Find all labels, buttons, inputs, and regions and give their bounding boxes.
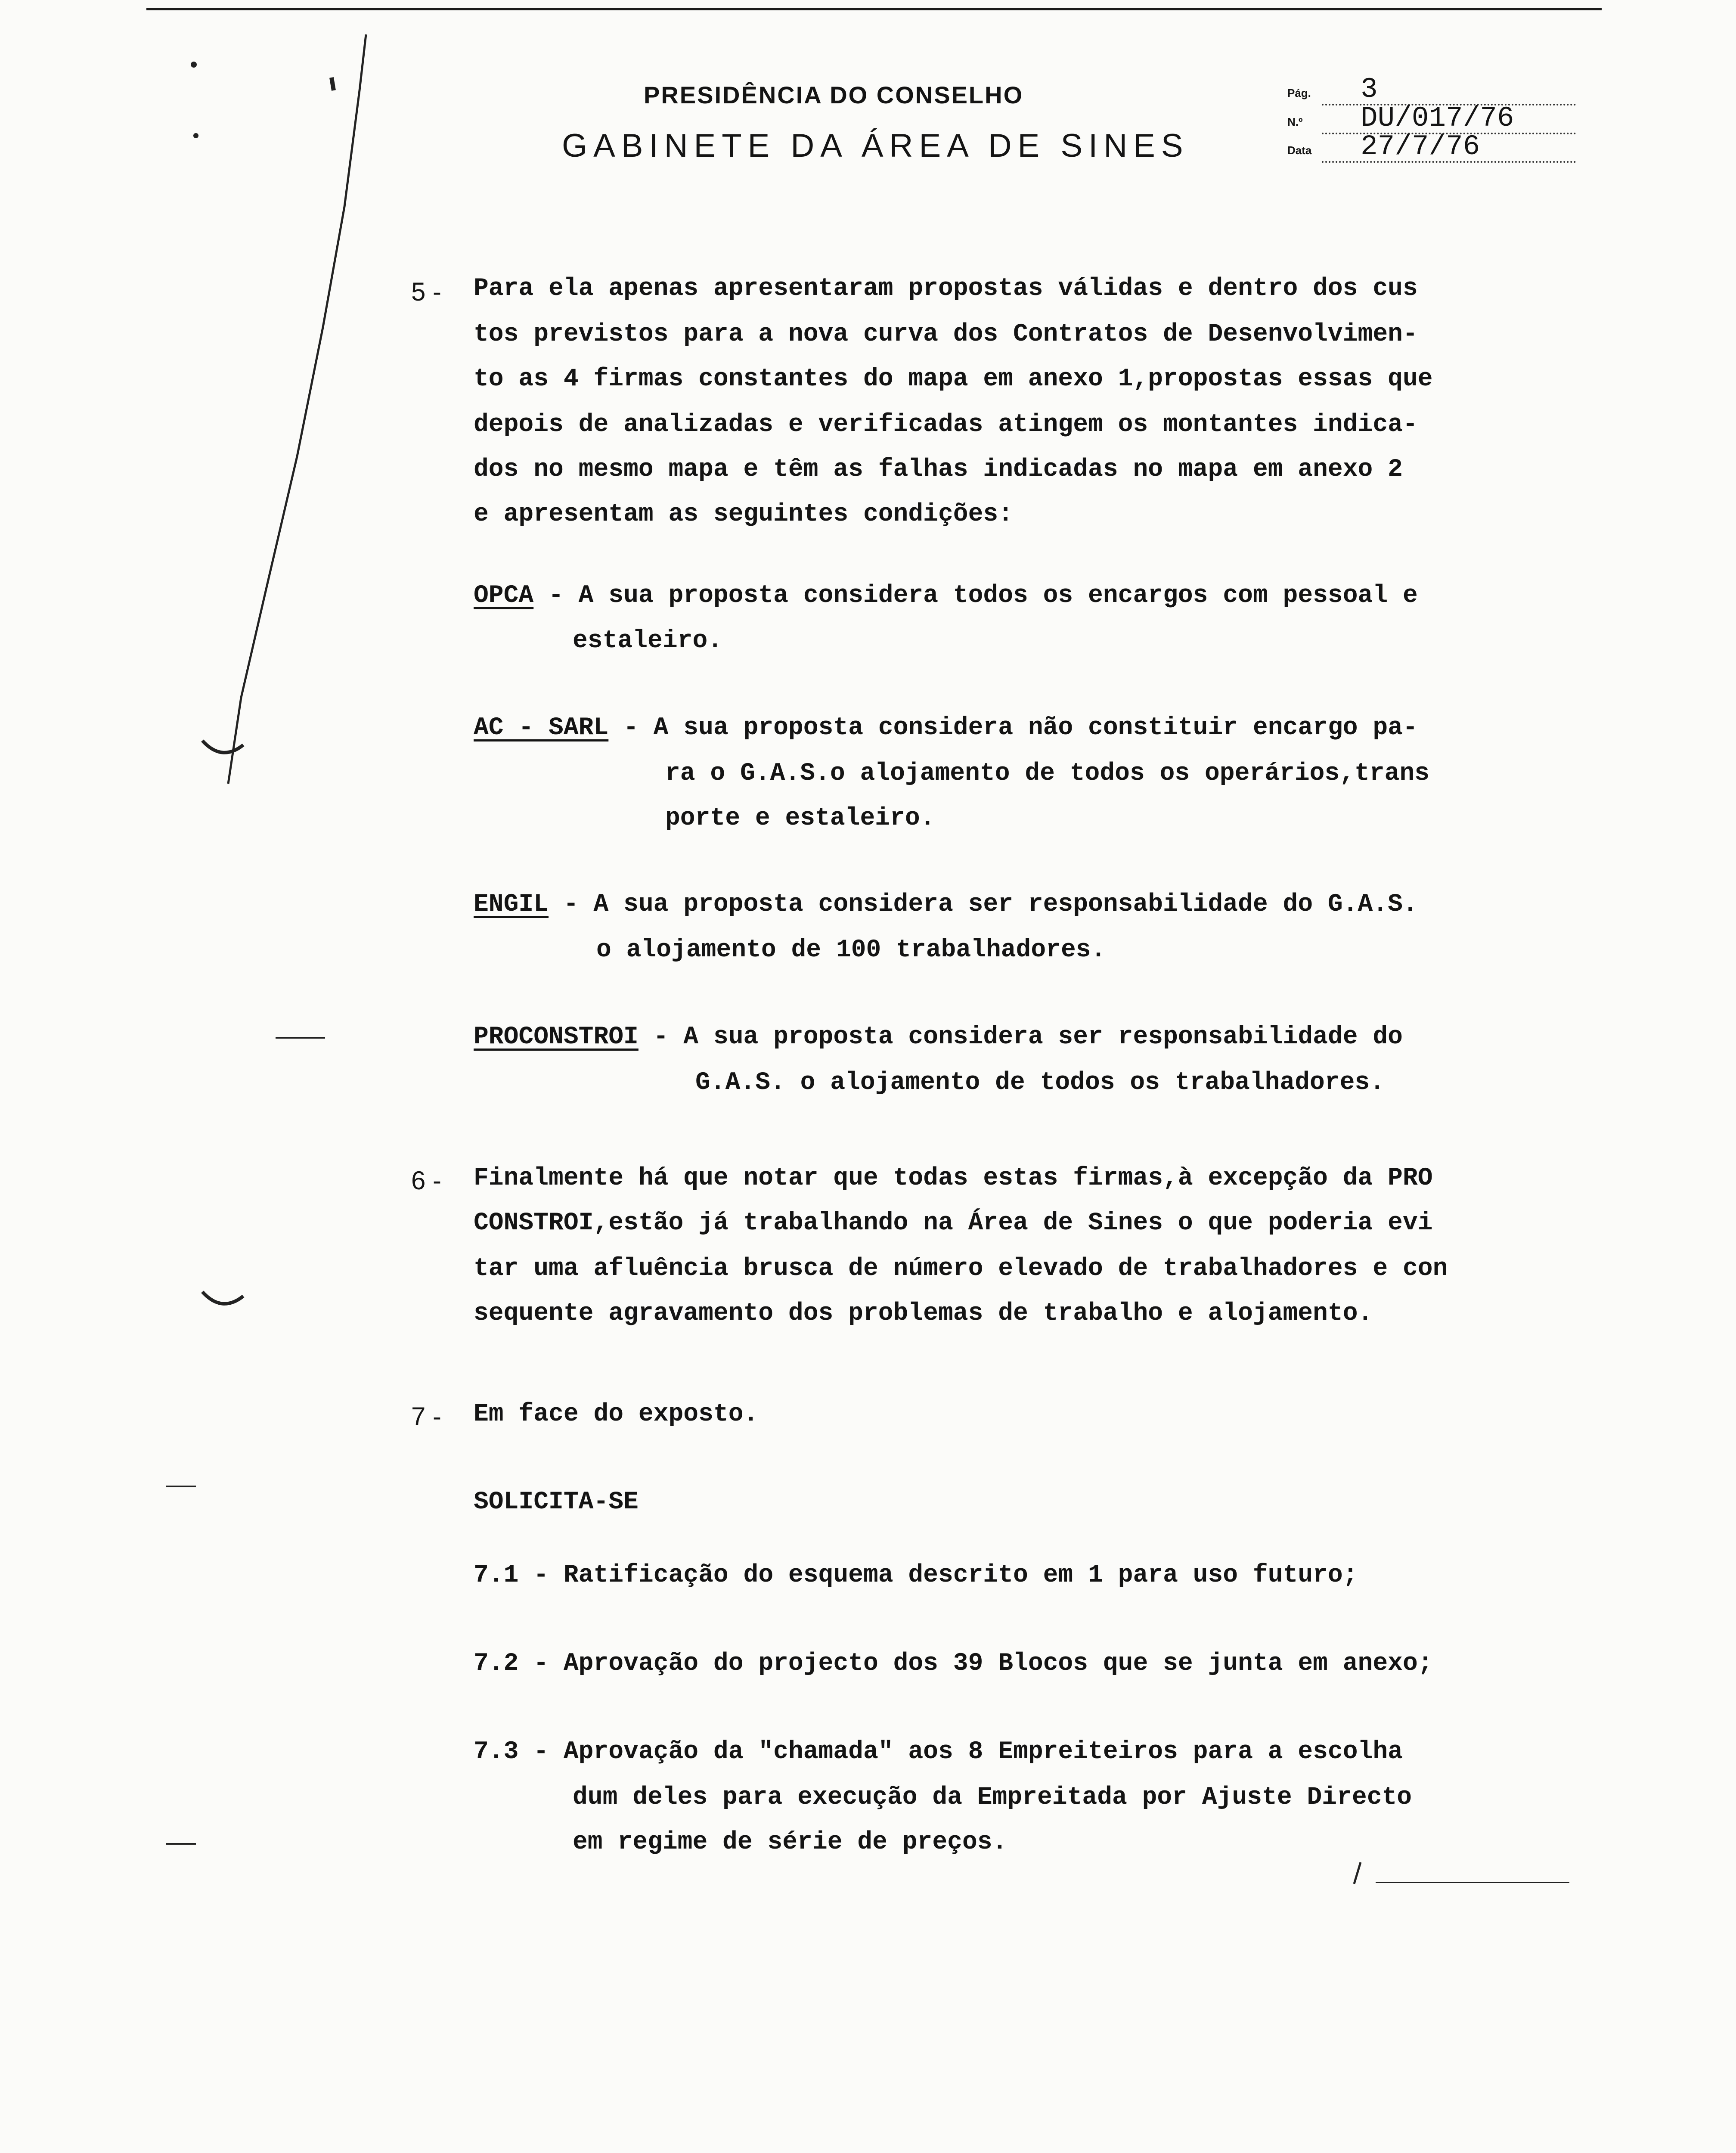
item-7-1: 7.1 - Ratificação do esquema descrito em 1 para uso futuro;	[474, 1561, 1358, 1589]
firm-opca-row: OPCA - A sua proposta considera todos os encargos com pessoal e	[474, 582, 1418, 610]
signature-dash-line	[1376, 1882, 1569, 1883]
page-number: 3	[1322, 75, 1576, 105]
firm-engil-row: ENGIL - A sua proposta considera ser responsabilidade do G.A.S.	[474, 890, 1418, 918]
check-mark-1	[200, 736, 248, 762]
top-rule	[146, 8, 1602, 10]
firm-opca-line2: estaleiro.	[573, 627, 723, 655]
firm-proconstroi-row: PROCONSTROI - A sua proposta considera ser responsabilidade do	[474, 1023, 1403, 1051]
item-7-2: 7.2 - Aprovação do projecto dos 39 Blocos que se junta em anexo;	[474, 1650, 1433, 1678]
firm-proconstroi-line2: G.A.S. o alojamento de todos os trabalhadores.	[695, 1069, 1385, 1097]
item-7-3-line2: dum deles para execução da Empreitada por Ajuste Directo	[573, 1784, 1412, 1812]
section-6-line: tar uma afluência brusca de número elevado de trabalhadores e con	[474, 1255, 1448, 1283]
section-5-line: dos no mesmo mapa e têm as falhas indicadas no mapa em anexo 2	[474, 456, 1403, 484]
firm-name-engil: ENGIL	[474, 890, 549, 918]
document-number: DU/017/76	[1322, 104, 1576, 134]
section-6-number: 6 -	[411, 1166, 442, 1195]
firm-name-proconstroi: PROCONSTROI	[474, 1023, 639, 1051]
header-title: PRESIDÊNCIA DO CONSELHO	[644, 81, 1024, 109]
margin-dash-3	[166, 1843, 196, 1845]
margin-dash-2	[166, 1486, 196, 1487]
section-5-line: Para ela apenas apresentaram propostas válidas e dentro dos cus	[474, 275, 1418, 303]
item-7-3: 7.3 - Aprovação da "chamada" aos 8 Empreiteiros para a escolha	[474, 1738, 1403, 1766]
margin-pen-stroke	[142, 26, 383, 792]
section-5-line: e apresentam as seguintes condições:	[474, 500, 1014, 528]
section-6-line: CONSTROI,estão já trabalhando na Área de Sines o que poderia evi	[474, 1209, 1433, 1237]
page-number-field: Pág. 3	[1287, 75, 1576, 105]
firm-name-opca: OPCA	[474, 582, 534, 610]
firm-engil-line2: o alojamento de 100 trabalhadores.	[596, 936, 1106, 964]
document-date: 27/7/76	[1322, 133, 1576, 163]
margin-dash-1	[276, 1037, 325, 1039]
firm-ac-sarl-line3: porte e estaleiro.	[665, 804, 935, 832]
section-7-number: 7 -	[411, 1402, 442, 1431]
signature-stroke	[1348, 1860, 1365, 1886]
header-subtitle: GABINETE DA ÁREA DE SINES	[562, 127, 1189, 164]
section-5-line: depois de analizadas e verificadas atingem os montantes indica-	[474, 411, 1418, 439]
section-6-line: sequente agravamento dos problemas de trabalho e alojamento.	[474, 1300, 1373, 1328]
check-mark-2	[200, 1287, 248, 1313]
request-heading: SOLICITA-SE	[474, 1488, 639, 1516]
firm-name-ac-sarl: AC - SARL	[474, 714, 609, 742]
date-field: Data 27/7/76	[1287, 133, 1576, 163]
section-5-line: tos previstos para a nova curva dos Contratos de Desenvolvimen-	[474, 320, 1418, 348]
section-5-number: 5 -	[411, 277, 442, 306]
firm-ac-sarl-line2: ra o G.A.S.o alojamento de todos os operários,trans	[665, 760, 1430, 788]
section-7-intro: Em face do exposto.	[474, 1400, 759, 1428]
section-5-line: to as 4 firmas constantes do mapa em anexo 1,propostas essas que	[474, 365, 1433, 393]
document-number-field: N.º DU/017/76	[1287, 104, 1576, 134]
section-6-line: Finalmente há que notar que todas estas firmas,à excepção da PRO	[474, 1164, 1433, 1192]
item-7-3-line3: em regime de série de preços.	[573, 1828, 1008, 1856]
firm-ac-sarl-row: AC - SARL - A sua proposta considera não constituir encargo pa-	[474, 714, 1418, 742]
